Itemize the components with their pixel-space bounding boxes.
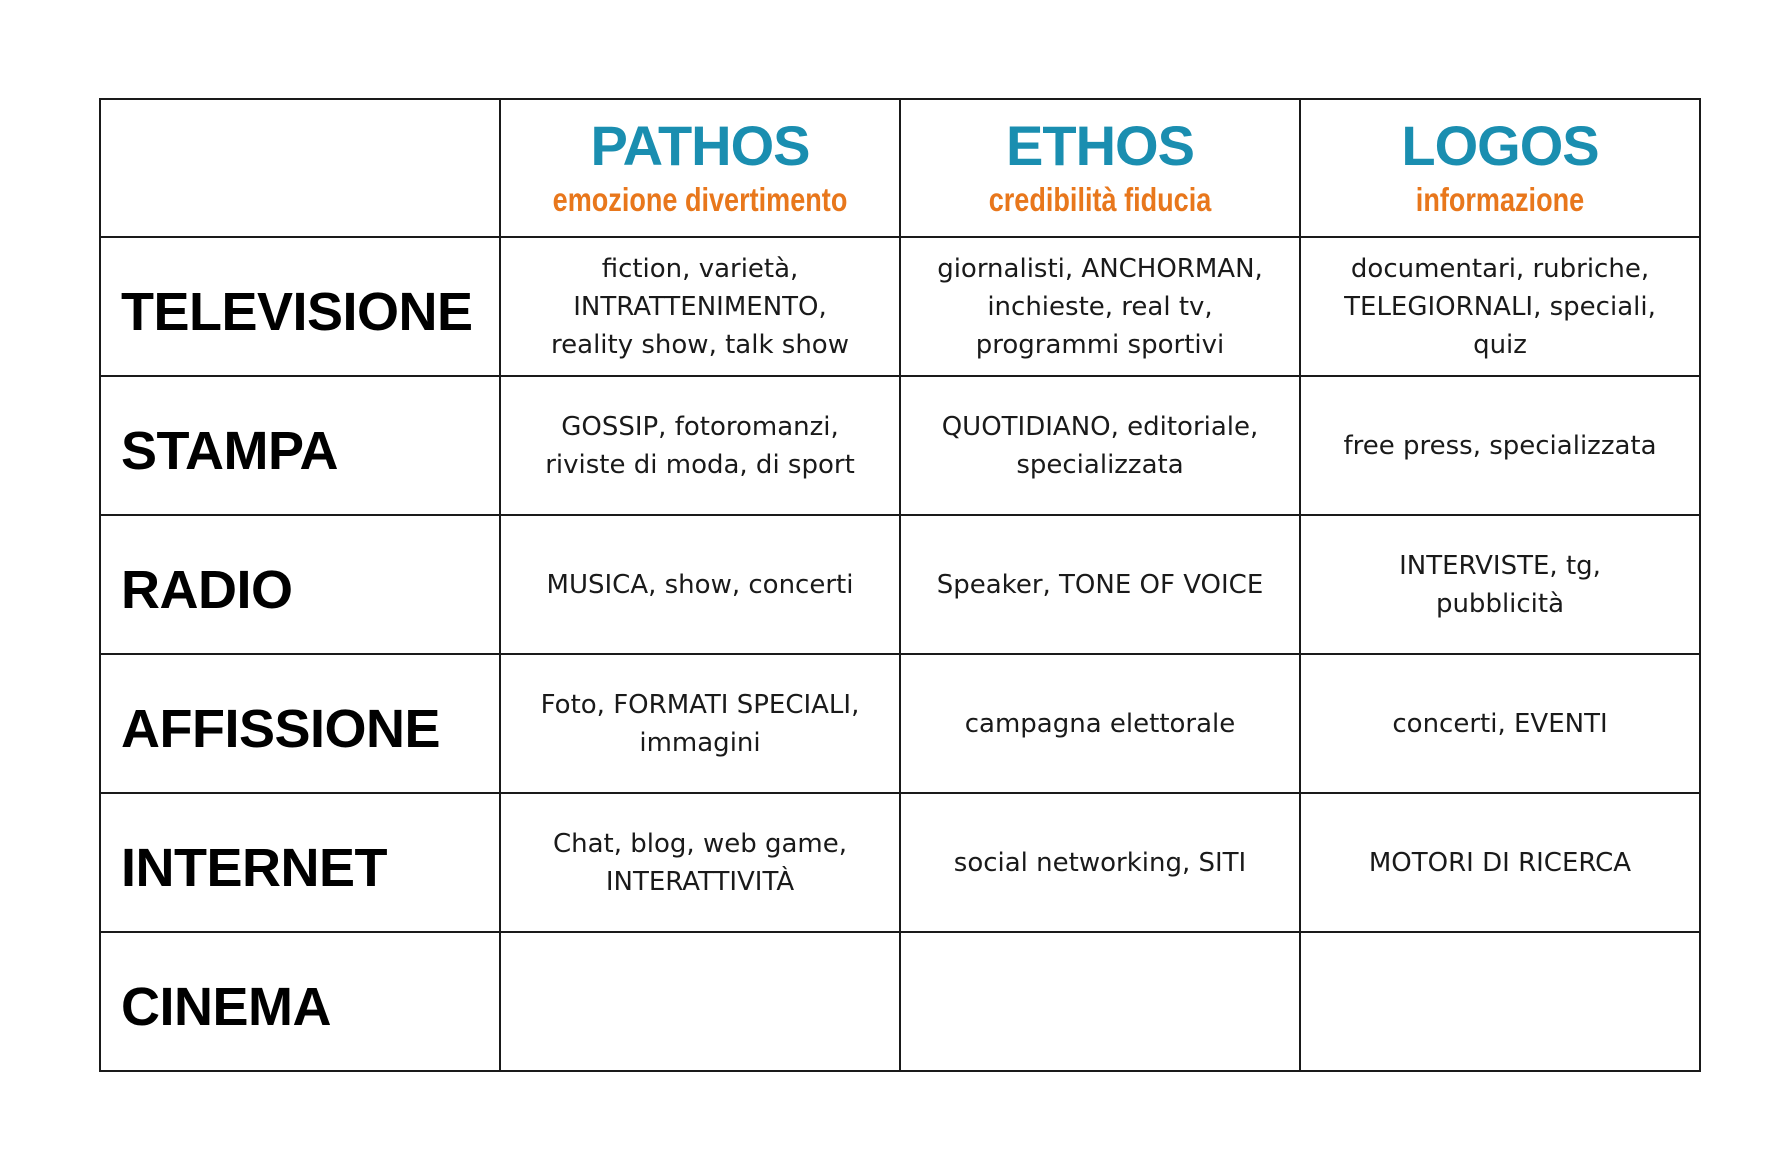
row-label bbox=[100, 515, 500, 654]
table-cell: giornalisti, ANCHORMAN, inchieste, real tv, programmi sportivi bbox=[900, 237, 1300, 376]
header-row bbox=[100, 99, 1700, 237]
table-cell: INTERVISTE, tg, pubblicità bbox=[1300, 515, 1700, 654]
table-cell: QUOTIDIANO, editoriale, specializzata bbox=[900, 376, 1300, 515]
corner-cell bbox=[100, 99, 500, 237]
column-subtitle: informazione bbox=[1415, 181, 1585, 218]
table-row-affissione bbox=[100, 654, 1700, 793]
column-subtitle: credibilità fiducia bbox=[988, 181, 1212, 218]
column-title: LOGOS bbox=[1401, 114, 1599, 177]
row-label-text: CINEMA bbox=[121, 976, 331, 1037]
table-cell: MOTORI DI RICERCA bbox=[1300, 793, 1700, 932]
table-cell: concerti, EVENTI bbox=[1300, 654, 1700, 793]
table-cell: GOSSIP, fotoromanzi, riviste di moda, di sport bbox=[500, 376, 900, 515]
table-cell: fiction, varietà, INTRATTENIMENTO, reality show, talk show bbox=[500, 237, 900, 376]
table-row-cinema bbox=[100, 932, 1700, 1071]
row-label bbox=[100, 932, 500, 1071]
column-header-logos bbox=[1300, 99, 1700, 237]
table-row-televisione bbox=[100, 237, 1700, 376]
table-row-internet bbox=[100, 793, 1700, 932]
table-cell bbox=[900, 932, 1300, 1071]
table-cell: MUSICA, show, concerti bbox=[500, 515, 900, 654]
table-row-stampa bbox=[100, 376, 1700, 515]
media-rhetoric-table bbox=[99, 98, 1701, 1072]
row-label bbox=[100, 793, 500, 932]
column-title: PATHOS bbox=[590, 114, 810, 177]
table-cell: Speaker, TONE OF VOICE bbox=[900, 515, 1300, 654]
table-cell bbox=[1300, 932, 1700, 1071]
column-subtitle: emozione divertimento bbox=[552, 181, 848, 218]
table-cell bbox=[500, 932, 900, 1071]
table-cell: campagna elettorale bbox=[900, 654, 1300, 793]
row-label-text: TELEVISIONE bbox=[121, 281, 473, 342]
row-label bbox=[100, 654, 500, 793]
table-cell: documentari, rubriche, TELEGIORNALI, speciali, quiz bbox=[1300, 237, 1700, 376]
table-cell: Chat, blog, web game, INTERATTIVITÀ bbox=[500, 793, 900, 932]
row-label-text: INTERNET bbox=[121, 837, 387, 898]
row-label bbox=[100, 237, 500, 376]
row-label bbox=[100, 376, 500, 515]
row-label-text: AFFISSIONE bbox=[121, 698, 441, 759]
table-cell: Foto, FORMATI SPECIALI, immagini bbox=[500, 654, 900, 793]
row-label-text: STAMPA bbox=[121, 420, 338, 481]
table-cell: free press, specializzata bbox=[1300, 376, 1700, 515]
row-label-text: RADIO bbox=[121, 559, 293, 620]
column-header-ethos bbox=[900, 99, 1300, 237]
column-title: ETHOS bbox=[1006, 114, 1194, 177]
table-row-radio bbox=[100, 515, 1700, 654]
table-cell: social networking, SITI bbox=[900, 793, 1300, 932]
column-header-pathos bbox=[500, 99, 900, 237]
